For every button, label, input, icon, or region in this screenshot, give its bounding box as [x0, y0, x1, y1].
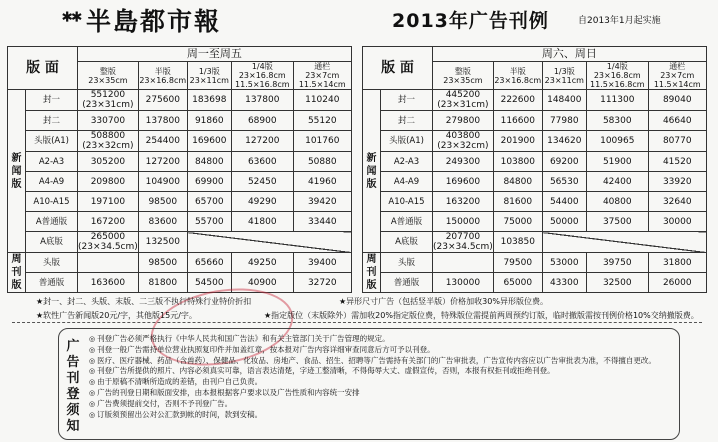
table-row [363, 253, 707, 273]
price-quarter-page: 63600 [231, 152, 293, 172]
price-full-page: 167200 [78, 212, 139, 232]
notice-item: ◎ 由于原稿不清晰所造成的差错，由刊户自己负责。 [89, 377, 671, 388]
price-quarter-page: 49290 [231, 192, 293, 212]
price-quarter-page: 68900 [231, 111, 293, 131]
price-half-page: 222600 [493, 90, 542, 111]
row-label: 头版 [381, 253, 433, 273]
price-third-page: 55700 [187, 212, 231, 232]
price-banner: 39400 [293, 253, 351, 273]
price-quarter-page: 49250 [231, 253, 293, 273]
price-banner: 89040 [648, 90, 706, 111]
table-row [8, 253, 352, 273]
price-banner: 30000 [648, 212, 706, 232]
category-cell: 新 闻 版 [363, 90, 381, 253]
price-banner: 50880 [293, 152, 351, 172]
size-header: 1/4版 23×16.8cm 11.5×16.8cm [586, 62, 648, 90]
category-cell: 新 闻 版 [8, 90, 26, 253]
price-half-page: 132500 [138, 232, 187, 253]
price-quarter-page: 100965 [586, 131, 648, 152]
notice-title: 广 告 刊 登 须 知 [66, 339, 80, 434]
category-cell: 周 刊 版 [8, 253, 26, 293]
period-header: 周一至周五 [78, 47, 352, 62]
price-half-page: 84800 [493, 172, 542, 192]
price-banner: 55120 [293, 111, 351, 131]
notice-list [89, 334, 671, 420]
price-third-page: 54400 [542, 192, 586, 212]
price-full-page: 279800 [433, 111, 494, 131]
price-banner: 26000 [648, 273, 706, 293]
row-label: A2-A3 [26, 152, 78, 172]
size-header: 1/4版 23×16.8cm 11.5×16.8cm [231, 62, 293, 90]
row-label: A底版 [381, 232, 433, 253]
table-row [8, 232, 352, 253]
row-label: 封二 [26, 111, 78, 131]
row-label: 封一 [26, 90, 78, 111]
price-half-page: 137800 [138, 111, 187, 131]
row-label: 头版(A1) [381, 131, 433, 152]
size-header: 1/3版 23×11cm [542, 62, 586, 90]
price-third-page: 53000 [542, 253, 586, 273]
price-third-page: 65700 [187, 192, 231, 212]
price-banner: 33440 [293, 212, 351, 232]
price-half-page: 103800 [493, 152, 542, 172]
price-full-page: 305200 [78, 152, 139, 172]
price-third-page: 43300 [542, 273, 586, 293]
price-quarter-page: 40800 [586, 192, 648, 212]
price-half-page: 83600 [138, 212, 187, 232]
price-half-page: 116600 [493, 111, 542, 131]
price-full-page [433, 253, 494, 273]
row-label: 封一 [381, 90, 433, 111]
table-row [8, 152, 352, 172]
price-half-page: 98500 [138, 192, 187, 212]
price-banner: 80770 [648, 131, 706, 152]
price-half-page: 254400 [138, 131, 187, 152]
price-banner: 39420 [293, 192, 351, 212]
price-third-page: 56530 [542, 172, 586, 192]
price-quarter-page: 58300 [586, 111, 648, 131]
dashed-divider [12, 322, 702, 323]
row-label: 封二 [381, 111, 433, 131]
notice-item: ◎ 医疗、医疗器械、药品（含兽药）、保健品、化妆品、房地产、食品、招生、招聘等广告需持有关部门的广告审批表，广告宣传内容应以广告审批表为准，不得擅自更改。 [89, 356, 671, 367]
price-third-page: 65660 [187, 253, 231, 273]
banmian-header: 版 面 [8, 47, 78, 90]
table-row [8, 131, 352, 152]
page-title: 2013年广告刊例 [392, 10, 549, 32]
price-half-page: 65000 [493, 273, 542, 293]
price-half-page: 75000 [493, 212, 542, 232]
table-row [363, 232, 707, 253]
price-full-page: 403800 (23×32cm) [433, 131, 494, 152]
price-half-page: 201900 [493, 131, 542, 152]
price-banner: 33920 [648, 172, 706, 192]
price-half-page: 104900 [138, 172, 187, 192]
price-full-page: 207700 (23×34.5cm) [433, 232, 493, 252]
price-full-page [78, 253, 139, 273]
price-banner: 110240 [293, 90, 351, 111]
price-third-page: 69200 [542, 152, 586, 172]
price-third-page: 91860 [187, 111, 231, 131]
price-full-page: 330700 [78, 111, 139, 131]
price-quarter-page: 39750 [586, 253, 648, 273]
logo-text: 半島都市報 [86, 7, 222, 36]
table-row [8, 273, 352, 293]
table-row [363, 111, 707, 131]
rate-table-weekday [7, 46, 352, 293]
table-row [8, 172, 352, 192]
banmian-header: 版 面 [363, 47, 433, 90]
price-banner: 41520 [648, 152, 706, 172]
price-quarter-page: 37500 [586, 212, 648, 232]
notice-box [58, 328, 680, 440]
rate-table-weekend [362, 46, 707, 293]
price-quarter-page: 111300 [586, 90, 648, 111]
price-third-page: 148400 [542, 90, 586, 111]
table-row [363, 152, 707, 172]
size-header: 整版 23×35cm [433, 62, 494, 90]
table-row [363, 192, 707, 212]
note-1: ★封一、封二、头版、末版、二三版不执行特殊行业特价折扣 [36, 297, 252, 306]
size-header: 半版 23×16.8cm [138, 62, 187, 90]
price-full-page: 551200 (23×31cm) [78, 90, 139, 111]
price-quarter-page: 40900 [231, 273, 293, 293]
price-banner: 101760 [293, 131, 351, 152]
row-label: A普通版 [381, 212, 433, 232]
price-half-page: 79500 [493, 253, 542, 273]
price-quarter-page: 127200 [231, 131, 293, 152]
row-label: A4-A9 [381, 172, 433, 192]
price-banner: 32640 [648, 192, 706, 212]
price-half-page: 98500 [138, 253, 187, 273]
notice-item: ◎ 广告费须提前交付，否则不予刊登广告。 [89, 399, 671, 410]
table-row [363, 212, 707, 232]
price-third-page: 77980 [542, 111, 586, 131]
row-label: A4-A9 [26, 172, 78, 192]
price-quarter-page: 42400 [586, 172, 648, 192]
notice-item: ◎ 订版须预留出公对公汇款到帐的时间，款到安稿。 [89, 410, 671, 421]
price-full-page: 265000 (23×34.5cm) [78, 232, 138, 252]
table-row [8, 212, 352, 232]
price-full-page: 150000 [433, 212, 494, 232]
effective-date: 自2013年1月起实施 [578, 16, 661, 26]
price-full-page: 508800 (23×32cm) [78, 131, 139, 152]
row-label: A2-A3 [381, 152, 433, 172]
price-half-page: 103850 [493, 232, 542, 253]
price-third-page: 134620 [542, 131, 586, 152]
na-cell [187, 232, 351, 253]
category-cell: 周 刊 版 [363, 253, 381, 293]
price-third-page: 183698 [187, 90, 231, 111]
price-half-page: 81800 [138, 273, 187, 293]
price-third-page: 169600 [187, 131, 231, 152]
price-quarter-page: 52450 [231, 172, 293, 192]
price-banner: 41960 [293, 172, 351, 192]
note-3: ★软性广告新闻版20元/字，其他版15元/字。 [36, 311, 197, 320]
note-4: ★指定版位（末版除外）需加收20%指定版位费，特殊版位需提前两周预约订版，临时撤版需按刊例价格10%交纳撤版费。 [264, 311, 699, 320]
price-third-page: 84800 [187, 152, 231, 172]
size-header: 通栏 23×7cm 11.5×14cm [293, 62, 351, 90]
row-label: 普通版 [381, 273, 433, 293]
size-header: 通栏 23×7cm 11.5×14cm [648, 62, 706, 90]
row-label: A底版 [26, 232, 78, 253]
price-banner: 32720 [293, 273, 351, 293]
price-third-page: 54500 [187, 273, 231, 293]
price-full-page: 209800 [78, 172, 139, 192]
price-quarter-page: 137800 [231, 90, 293, 111]
price-quarter-page: 32500 [586, 273, 648, 293]
size-header: 半版 23×16.8cm [493, 62, 542, 90]
row-label: 头版 [26, 253, 78, 273]
note-2: ★异形尺寸广告（包括竖半版）价格加收30%异形版位费。 [339, 297, 548, 306]
price-full-page: 163200 [433, 192, 494, 212]
price-full-page: 130000 [433, 273, 494, 293]
price-third-page: 50000 [542, 212, 586, 232]
price-banner: 31800 [648, 253, 706, 273]
table-row [8, 192, 352, 212]
price-full-page: 169600 [433, 172, 494, 192]
row-label: 头版(A1) [26, 131, 78, 152]
price-half-page: 81600 [493, 192, 542, 212]
page-header [0, 0, 718, 38]
period-header: 周六、周日 [433, 47, 707, 62]
notice-item: ◎ 刊登广告所提供的照片、内容必须真实可靠，语言表达清楚，字迹工整清晰，不得侮辱大丈、虚假宣传，否则，本报有权拒刊或拒绝刊登。 [89, 366, 671, 377]
row-label: A10-A15 [26, 192, 78, 212]
table-row [8, 90, 352, 111]
table-row [8, 111, 352, 131]
row-label: A普通版 [26, 212, 78, 232]
price-full-page: 445200 (23×31cm) [433, 90, 494, 111]
row-label: A10-A15 [381, 192, 433, 212]
price-banner: 46640 [648, 111, 706, 131]
table-row [363, 90, 707, 111]
price-quarter-page: 51900 [586, 152, 648, 172]
size-header: 1/3版 23×11cm [187, 62, 231, 90]
price-half-page: 127200 [138, 152, 187, 172]
notice-item: ◎ 刊登一般广告需持单位营业执照复印件并加盖红章，按本报对广告内容详细审查同意后方可予以刊登。 [89, 345, 671, 356]
price-full-page: 197100 [78, 192, 139, 212]
row-label: 普通版 [26, 273, 78, 293]
price-full-page: 249300 [433, 152, 494, 172]
price-half-page: 275600 [138, 90, 187, 111]
price-quarter-page: 41800 [231, 212, 293, 232]
table-row [363, 131, 707, 152]
na-cell [542, 232, 706, 253]
price-third-page: 69900 [187, 172, 231, 192]
logo-icon: ᕯ [61, 7, 85, 36]
notice-item: ◎ 刊登广告必须严格执行《中华人民共和国广告法》和有关主管部门关于广告管理的规定。 [89, 334, 671, 345]
newspaper-logo [60, 2, 221, 38]
notice-item: ◎ 广告的刊登日期和版面安排，由本报根据客户要求以及广告性质和内容统一安排 [89, 388, 671, 399]
table-row [363, 273, 707, 293]
price-full-page: 163600 [78, 273, 139, 293]
size-header: 整版 23×35cm [78, 62, 139, 90]
table-row [363, 172, 707, 192]
